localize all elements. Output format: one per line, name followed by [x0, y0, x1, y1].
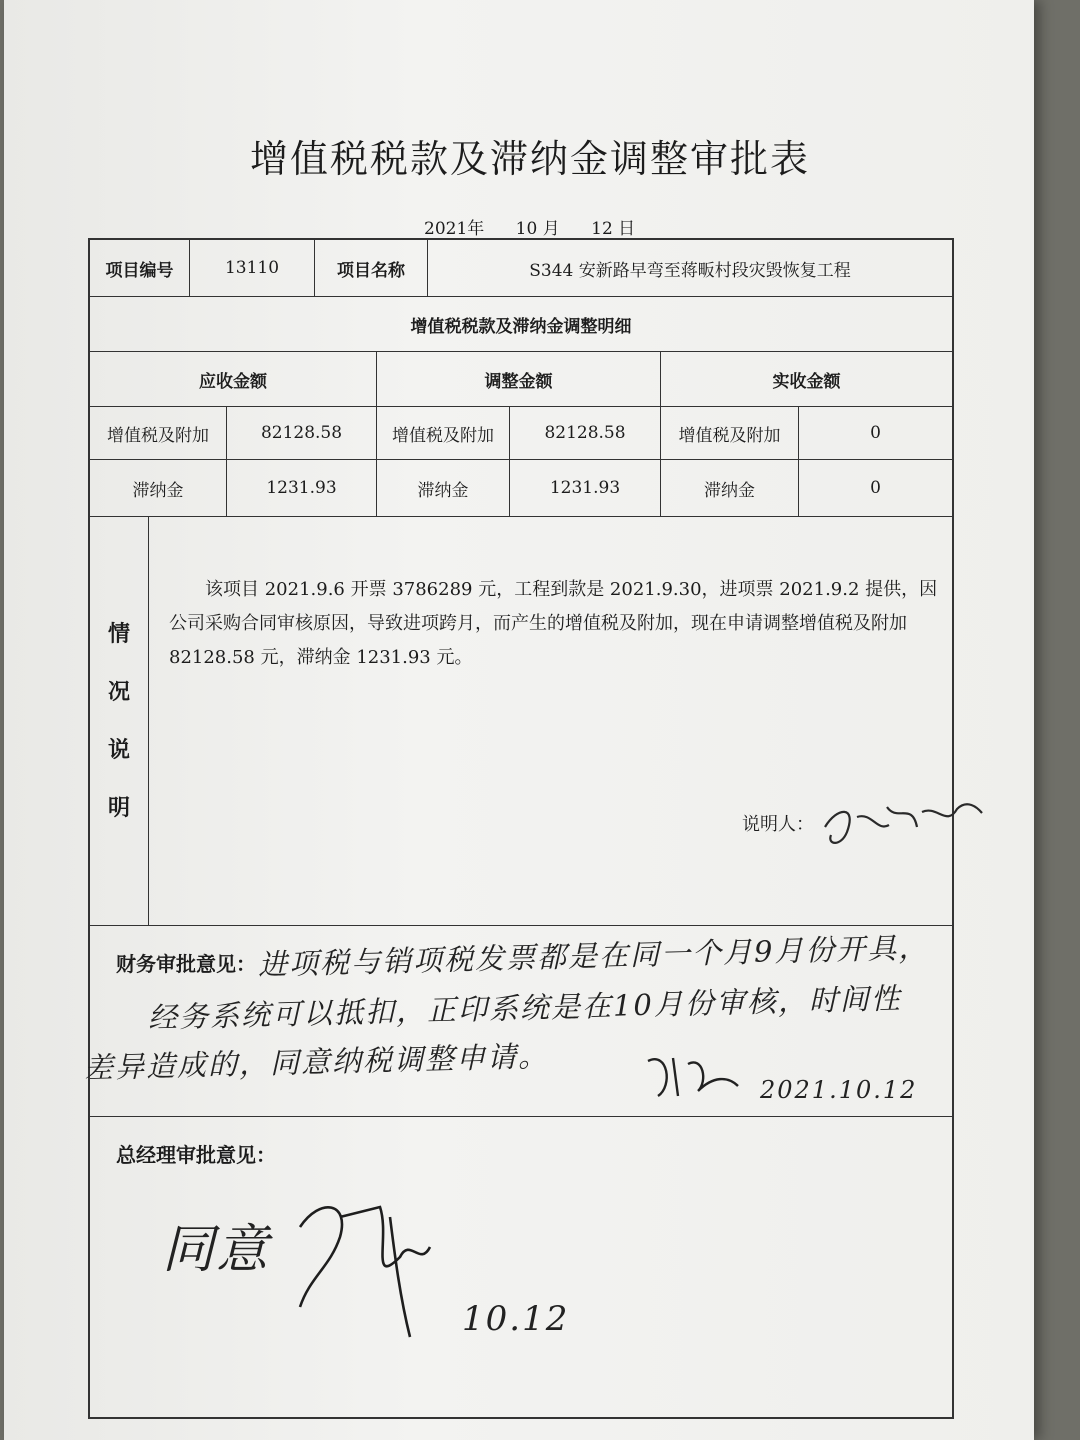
finance-signature — [638, 1046, 748, 1106]
general-manager-date: 10.12 — [462, 1299, 570, 1339]
general-manager-section — [90, 1117, 952, 1417]
finance-comment-line: 经务系统可以抵扣，正印系统是在10月份审核，时间性 — [147, 981, 903, 1035]
row-value-actual: 0 — [870, 478, 881, 498]
situation-label — [90, 517, 149, 925]
date-year: 2021年 — [424, 219, 485, 239]
table-row — [90, 407, 952, 460]
table-row — [90, 460, 952, 517]
date-month: 10 月 — [515, 219, 560, 239]
row-label-adjusted: 增值税及附加 — [377, 407, 510, 459]
situation-label-char: 明 — [107, 795, 130, 821]
row-label-actual: 滞纳金 — [661, 460, 799, 516]
document-title: 增值税税款及滞纳金调整审批表 — [249, 137, 810, 181]
general-manager-signature — [280, 1177, 450, 1347]
column-actual: 实收金额 — [772, 371, 841, 392]
row-value-receivable: 82128.58 — [227, 407, 377, 459]
row-label-receivable: 滞纳金 — [90, 460, 227, 516]
project-name-value: S344 安新路早弯至蒋畈村段灾毁恢复工程 — [529, 260, 851, 281]
explainer-signature — [817, 787, 987, 857]
column-receivable: 应收金额 — [90, 352, 377, 406]
row-value-adjusted: 82128.58 — [510, 407, 661, 459]
situation-text: 该项目 2021.9.6 开票 3786289 元，工程到款是 2021.9.30，进项票 2021.9.2 提供，因公司采购合同审核原因，导致进项跨月，而产生的增值税及附加，现在申请调整增值税及附加 82128.58 元，滞纳金 1231.93 元。 — [169, 579, 938, 668]
situation-label-char: 情 — [107, 621, 130, 647]
project-number-label: 项目编号 — [90, 240, 190, 296]
general-manager-label: 总经理审批意见： — [116, 1143, 276, 1167]
situation-body — [149, 517, 952, 925]
finance-date: 2021.10.12 — [760, 1076, 918, 1104]
column-adjusted: 调整金额 — [377, 352, 661, 406]
row-label-adjusted: 滞纳金 — [377, 460, 510, 516]
date-day: 12 日 — [591, 219, 636, 239]
explainer-label: 说明人： — [742, 814, 814, 835]
situation-label-char: 况 — [107, 679, 130, 705]
general-manager-comment: 同意 — [162, 1220, 271, 1280]
finance-approval-label: 财务审批意见： — [116, 952, 256, 976]
finance-comment-line: 进项税与销项税发票都是在同一个月9月份开具， — [257, 930, 930, 982]
approval-form — [83, 238, 954, 1419]
situation-label-char: 说 — [107, 737, 130, 763]
row-value-receivable: 1231.93 — [227, 460, 377, 516]
row-value-adjusted: 1231.93 — [510, 460, 661, 516]
project-name-label: 项目名称 — [315, 240, 428, 296]
row-value-actual: 0 — [870, 423, 881, 443]
situation-section — [90, 517, 952, 926]
detail-header-row — [90, 297, 952, 352]
column-header-row — [90, 352, 952, 407]
detail-header: 增值税税款及滞纳金调整明细 — [410, 316, 632, 337]
project-number-value: 13110 — [190, 240, 315, 296]
date-line — [424, 214, 661, 239]
finance-approval-section — [83, 926, 952, 1117]
row-label-receivable: 增值税及附加 — [90, 407, 227, 459]
row-label-actual: 增值税及附加 — [661, 407, 799, 459]
finance-comment-line: 差异造成的，同意纳税调整申请。 — [83, 1038, 550, 1086]
project-row — [90, 240, 952, 297]
